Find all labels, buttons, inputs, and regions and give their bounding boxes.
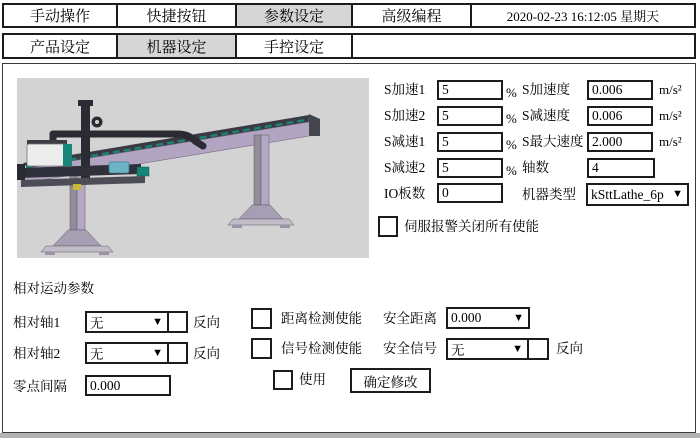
tab-label: 机器设定 [146,39,207,56]
relative-axis-1-value: 无 [90,316,104,331]
tab-manual-control-setting[interactable] [237,35,353,57]
s-acceleration-unit: m/s² [659,82,682,97]
use-checkbox[interactable] [273,370,293,390]
s-deceleration-label: S减速度 [522,108,571,123]
s-max-speed-label: S最大速度 [522,134,584,149]
s-max-speed-input[interactable] [587,132,653,152]
tab-label: 快捷按钮 [146,9,207,25]
safe-distance-label: 安全距离 [383,311,437,326]
relative-axis-2-value: 无 [90,347,104,362]
dropdown-arrow-icon: ▼ [672,188,683,200]
s-decel-1-input[interactable] [437,132,503,152]
io-board-count-label: IO板数 [384,186,426,201]
relative-axis-2-reverse-checkbox[interactable] [167,342,188,364]
signal-detect-enable-label: 信号检测使能 [281,341,362,356]
relative-axis-1-reverse-checkbox[interactable] [167,311,188,333]
zero-interval-label: 零点间隔 [13,379,67,394]
s-decel-1-unit: % [506,137,517,152]
safe-signal-label: 安全信号 [383,341,437,356]
relative-axis-1-reverse-label: 反向 [193,315,220,330]
safe-signal-value: 无 [451,343,465,358]
distance-detect-enable-label: 距离检测使能 [281,311,362,326]
s-decel-2-unit: % [506,163,517,178]
dropdown-arrow-icon: ▼ [152,315,163,328]
machine-type-value: kSttLathe_6p [591,186,664,202]
s-accel-1-input[interactable] [437,80,503,100]
subtab-filler [353,35,694,57]
sub-tab-bar [2,33,696,59]
confirm-modify-button[interactable] [350,368,431,393]
s-decel-1-label: S减速1 [384,134,426,149]
s-decel-2-label: S减速2 [384,160,426,175]
axis-count-label: 轴数 [522,160,549,175]
servo-alarm-disable-label: 伺服报警关闭所有使能 [404,219,539,234]
signal-detect-enable-checkbox[interactable] [251,338,272,359]
tab-parameter-setting[interactable] [237,5,353,26]
dropdown-arrow-icon: ▼ [513,311,524,324]
s-accel-2-unit: % [506,111,517,126]
main-tab-bar [2,3,696,28]
datetime-display [472,5,694,26]
safe-signal-reverse-checkbox[interactable] [527,338,549,360]
confirm-modify-label: 确定修改 [363,374,418,390]
servo-alarm-disable-checkbox[interactable] [378,216,398,237]
use-label: 使用 [299,372,326,387]
machine-type-label: 机器类型 [522,187,576,202]
tab-product-setting[interactable] [4,35,118,57]
s-max-speed-unit: m/s² [659,134,682,149]
s-accel-1-label: S加速1 [384,82,426,97]
tab-label: 手动操作 [29,9,90,25]
relative-axis-2-reverse-label: 反向 [193,346,220,361]
zero-interval-input[interactable] [85,375,171,396]
datetime-text: 2020-02-23 16:12:05 星期天 [506,9,660,24]
relative-axis-1-label: 相对轴1 [13,315,61,330]
tab-label: 手控设定 [263,39,324,56]
dropdown-arrow-icon: ▼ [512,342,523,355]
machine-type-select[interactable] [586,183,689,206]
tab-label: 高级编程 [381,9,442,25]
s-deceleration-input[interactable] [587,106,653,126]
safe-signal-select[interactable] [446,338,529,360]
s-acceleration-label: S加速度 [522,82,571,97]
tab-advanced-programming[interactable] [353,5,472,26]
relative-axis-1-select[interactable] [85,311,169,333]
s-decel-2-input[interactable] [437,158,503,178]
s-accel-2-input[interactable] [437,106,503,126]
safe-distance-select[interactable] [446,307,530,329]
tab-machine-setting[interactable] [118,35,237,57]
s-accel-2-label: S加速2 [384,108,426,123]
s-accel-1-unit: % [506,85,517,100]
io-board-count-input[interactable] [437,183,503,203]
s-acceleration-input[interactable] [587,80,653,100]
bottom-edge-strip [0,433,700,438]
distance-detect-enable-checkbox[interactable] [251,308,272,329]
tab-label: 产品设定 [29,39,90,56]
axis-count-input[interactable] [587,158,655,178]
relative-motion-section-title: 相对运动参数 [13,281,94,296]
relative-axis-2-label: 相对轴2 [13,346,61,361]
relative-axis-2-select[interactable] [85,342,169,364]
tab-quick-buttons[interactable] [118,5,237,26]
gantry-robot-image [17,78,369,258]
dropdown-arrow-icon: ▼ [152,346,163,359]
safe-signal-reverse-label: 反向 [556,341,583,356]
safe-distance-value: 0.000 [451,310,482,325]
tab-manual-operation[interactable] [4,5,118,26]
s-deceleration-unit: m/s² [659,108,682,123]
tab-label: 参数设定 [263,9,324,25]
